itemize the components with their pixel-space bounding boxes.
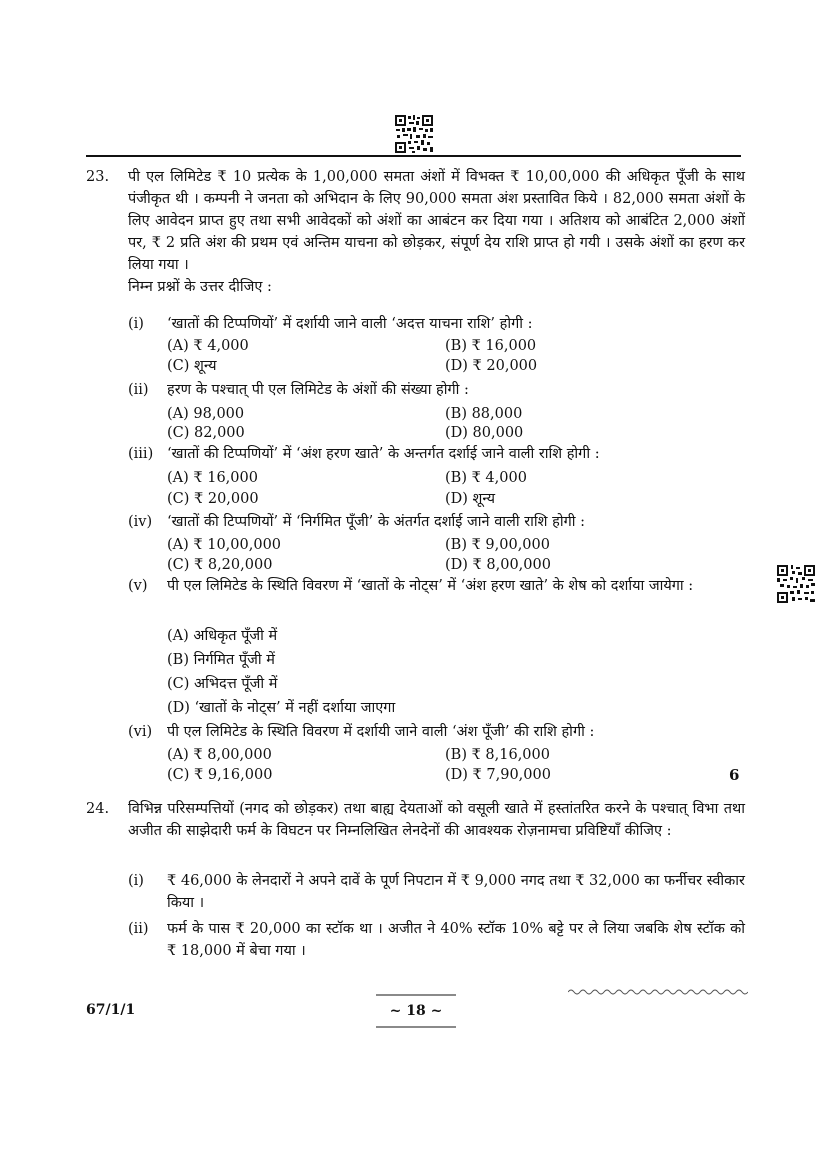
item-text: ₹ 46,000 के लेनदारों ने अपने दावें के पूर्ण निपटान में ₹ 9,000 नगद तथा ₹ 32,000 का फर्नीचर स्वीकार किया । (167, 873, 745, 911)
question-intro: पी एल लिमिटेड ₹ 10 प्रत्येक के 1,00,000 समता अंशों में विभक्त ₹ 10,00,000 की अधिकृत पूँजी के साथ पंजीकृत थी । कम्पनी ने जनता को अभिदान के लिए 90,000 समता अंश प्रस्तावित किये । 82,000 समता अंशों के लिए आवेदन प्राप्त हुए तथा सभी आवेदकों को अंशों का आबंटन कर दिया गया । अतिशय को आबंटित 2,000 अंशों पर, ₹ 2 प्रति अंश की प्रथम एवं अन्तिम याचना को छोड़कर, संपूर्ण देय राशि प्राप्त हो गयी । उसके अंशों का हरण कर लिया गया । (128, 169, 745, 273)
option-b: (B) 88,000 (445, 406, 523, 422)
side-qr-code (776, 564, 816, 604)
option-a: (A) अधिकृत पूँजी में (167, 628, 278, 644)
option-a: (A) ₹ 10,00,000 (167, 537, 282, 553)
top-qr-code (394, 114, 434, 154)
option-a: (A) 98,000 (167, 406, 245, 422)
option-b: (B) ₹ 16,000 (445, 338, 537, 354)
option-a: (A) ₹ 8,00,000 (167, 747, 272, 763)
item-number: (ii) (128, 921, 149, 937)
question-intro: विभिन्न परिसम्पत्तियों (नगद को छोड़कर) तथा बाह्य देयताओं को वसूली खाते में हस्तांतरित करने के पश्चात् विभा तथा अजीत की साझेदारी फर्म के विघटन पर निम्नलिखित लेनदेनों की आवश्यक रोज़नामचा प्रविष्टियाँ कीजिए : (128, 801, 745, 839)
option-c: (C) अभिदत्त पूँजी में (167, 676, 278, 692)
option-c: (C) ₹ 8,20,000 (167, 557, 273, 573)
top-rule (86, 155, 741, 157)
option-a: (A) ₹ 16,000 (167, 470, 258, 486)
option-d: (D) ₹ 7,90,000 (445, 767, 551, 783)
wavy-line-decoration (568, 982, 748, 1001)
option-d: (D) शून्य (445, 491, 496, 507)
page-number-rule-bottom (376, 1026, 456, 1028)
option-d: (D) ₹ 8,00,000 (445, 557, 551, 573)
sub-number: (vi) (128, 724, 153, 740)
sub-text: पी एल लिमिटेड के स्थिति विवरण में ‘खातों के नोट्स’ में ‘अंश हरण खाते’ के शेष को दर्शाया जायेगा : (167, 578, 694, 594)
sub-text: पी एल लिमिटेड के स्थिति विवरण में दर्शायी जाने वाली ‘अंश पूँजी’ की राशि होगी : (167, 724, 595, 740)
option-c: (C) 82,000 (167, 425, 245, 441)
option-c: (C) ₹ 20,000 (167, 491, 259, 507)
sub-number: (iv) (128, 514, 153, 530)
option-b: (B) निर्गमित पूँजी में (167, 652, 275, 668)
question-number: 24. (86, 801, 110, 817)
option-d: (D) ‘खातों के नोट्स’ में नहीं दर्शाया जाएगा (167, 700, 396, 716)
sub-text: ‘खातों की टिप्पणियों’ में ‘निर्गमित पूँजी’ के अंतर्गत दर्शाई जाने वाली राशि होगी : (167, 514, 585, 530)
item-text: फर्म के पास ₹ 20,000 का स्टॉक था । अजीत ने 40% स्टॉक 10% बट्टे पर ले लिया जबकि शेष स्टॉक को ₹ 18,000 में बेचा गया । (167, 921, 745, 959)
sub-number: (iii) (128, 446, 154, 462)
option-b: (B) ₹ 9,00,000 (445, 537, 550, 553)
marks: 6 (729, 766, 740, 784)
sub-number: (v) (128, 578, 148, 594)
item-number: (i) (128, 873, 144, 889)
option-b: (B) ₹ 8,16,000 (445, 747, 550, 763)
option-c: (C) ₹ 9,16,000 (167, 767, 273, 783)
option-d: (D) 80,000 (445, 425, 524, 441)
option-a: (A) ₹ 4,000 (167, 338, 249, 354)
question-instruction: निम्न प्रश्नों के उत्तर दीजिए : (128, 279, 272, 295)
page-number-block (376, 994, 456, 1028)
option-c: (C) शून्य (167, 358, 217, 374)
option-b: (B) ₹ 4,000 (445, 470, 527, 486)
sub-text: ‘खातों की टिप्पणियों’ में ‘अंश हरण खाते’ के अन्तर्गत दर्शाई जाने वाली राशि होगी : (167, 446, 600, 462)
sub-text: हरण के पश्चात् पी एल लिमिटेड के अंशों की संख्या होगी : (167, 382, 469, 398)
option-d: (D) ₹ 20,000 (445, 358, 538, 374)
page-number: ~ 18 ~ (389, 1003, 443, 1019)
question-number: 23. (86, 169, 110, 185)
sub-number: (i) (128, 316, 144, 332)
sub-number: (ii) (128, 382, 149, 398)
paper-code: 67/1/1 (86, 1002, 136, 1018)
sub-text: ‘खातों की टिप्पणियों’ में दर्शायी जाने वाली ‘अदत्त याचना राशि’ होगी : (167, 316, 533, 332)
